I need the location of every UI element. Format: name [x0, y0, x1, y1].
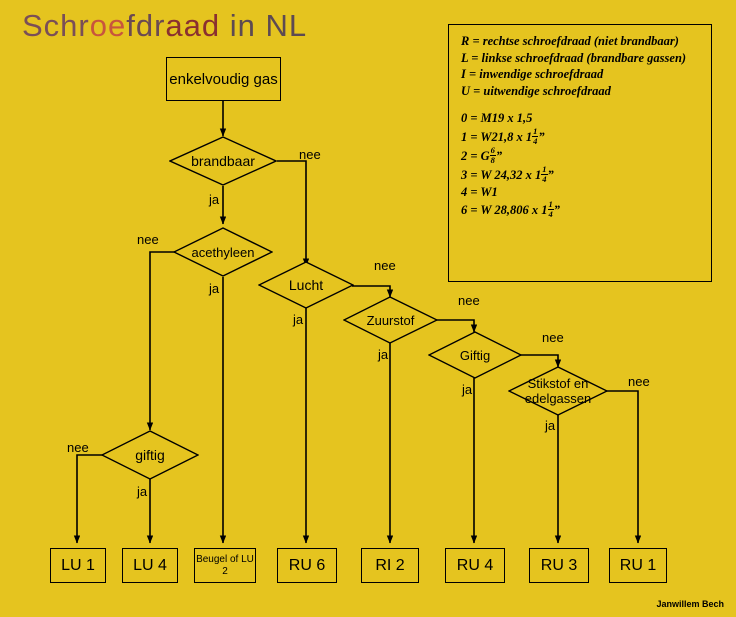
legend-code-3-suffix: ”: [547, 167, 554, 182]
edge-label-brandbaar-ja: ja: [209, 192, 220, 207]
legend-code-6-suffix: ”: [553, 203, 561, 218]
edge-label-brandbaar-nee: nee: [299, 147, 321, 162]
legend-code-3-num: 1: [542, 163, 547, 174]
edge-label-giftig-lower-nee: nee: [67, 440, 89, 455]
node-giftig-upper-label: Giftig: [459, 347, 491, 363]
legend-code-4-key: 4: [461, 184, 468, 199]
terminal-ru6-label: RU 6: [288, 557, 326, 574]
edge-label-zuurstof-ja: ja: [378, 347, 389, 362]
title-part-4: aad: [165, 8, 221, 43]
terminal-ru3[interactable]: [529, 548, 589, 583]
legend-line-i: I = inwendige schroefdraad: [461, 67, 604, 81]
legend-code-6-text: W 28,806 x 1: [480, 203, 548, 218]
legend-code-2: 2 = G $\frac{6}{8}$ ”: [461, 144, 503, 165]
legend-code-3: 3 = W 24,32 x 1 $\frac{1}{4}$ ”: [461, 163, 554, 184]
legend-code-0: 0 = M19 x 1,5: [461, 111, 533, 125]
credit-text: Janwillem Bech: [656, 599, 724, 609]
edge-label-acethyleen-nee: nee: [137, 232, 159, 247]
legend-code-2-suffix: ”: [495, 148, 503, 163]
terminal-lu4-label: LU 4: [133, 557, 167, 574]
edge-label-giftig-upper-ja: ja: [462, 382, 473, 397]
edge-label-lucht-nee: nee: [374, 258, 396, 273]
legend-line-r: R = rechtse schroefdraad (niet brandbaar): [461, 34, 679, 48]
legend-code-6-num: 1: [548, 199, 553, 209]
legend-code-2-key: 2: [461, 148, 468, 163]
edge-label-lucht-ja: ja: [293, 312, 304, 327]
edge-label-acethyleen-ja: ja: [209, 281, 220, 296]
title-part-3: fdr: [126, 8, 166, 43]
node-start[interactable]: [166, 57, 281, 101]
node-stikstof-edelgassen[interactable]: [508, 366, 608, 416]
legend-code-3-den: 4: [542, 173, 547, 184]
terminal-ri2[interactable]: [361, 548, 419, 583]
node-giftig-lower[interactable]: [101, 430, 199, 480]
legend-code-1-num: 1: [533, 125, 538, 136]
legend-code-4-text: W1: [480, 184, 498, 199]
legend-code-6-key: 6: [461, 203, 468, 218]
terminal-ru4-label: RU 4: [456, 557, 494, 574]
node-lucht-label: Lucht: [288, 276, 324, 293]
legend-spacer: [461, 99, 701, 110]
node-lucht[interactable]: [258, 261, 354, 309]
node-brandbaar[interactable]: [169, 136, 277, 186]
terminal-ru4[interactable]: [445, 548, 505, 583]
legend-code-1-suffix: ”: [538, 129, 545, 144]
title-part-5: in NL: [220, 8, 308, 43]
legend-code-6: 6 = W 28,806 x 1 $\frac{1}{4}$ ”: [461, 199, 561, 219]
legend-code-1: 1 = W21,8 x 1 $\frac{1}{4}$ ”: [461, 125, 545, 146]
page-title: [22, 8, 307, 44]
edge-label-giftig-lower-ja: ja: [137, 484, 148, 499]
terminal-beugel[interactable]: [194, 548, 256, 583]
terminal-ri2-label: RI 2: [375, 557, 405, 574]
edge-label-giftig-upper-nee: nee: [542, 330, 564, 345]
node-acethyleen-label: acethyleen: [191, 244, 255, 260]
terminal-ru3-label: RU 3: [540, 557, 578, 574]
node-giftig-lower-label: giftig: [135, 446, 165, 463]
legend-code-2-num: 6: [490, 144, 495, 155]
terminal-ru1-label: RU 1: [619, 557, 657, 574]
terminal-lu1-label: LU 1: [61, 557, 95, 574]
terminal-ru1[interactable]: [609, 548, 667, 583]
terminal-lu1[interactable]: [50, 548, 106, 583]
edge-label-stikstof-ja: ja: [545, 418, 556, 433]
legend-code-4: 4 = W1: [461, 184, 498, 199]
legend-code-3-text: W 24,32 x 1: [480, 167, 542, 182]
legend-code-0-text: M19 x 1,5: [480, 111, 533, 125]
terminal-beugel-label: Beugel of LU 2: [196, 553, 254, 577]
terminal-ru6[interactable]: [277, 548, 337, 583]
node-brandbaar-label: brandbaar: [191, 152, 255, 169]
node-start-label: enkelvoudig gas: [169, 70, 278, 88]
legend-code-1-text: W21,8 x 1: [480, 129, 533, 144]
terminal-lu4[interactable]: [122, 548, 178, 583]
legend-code-2-den: 8: [490, 154, 495, 165]
edge-label-stikstof-nee: nee: [628, 374, 650, 389]
legend-line-u: U = uitwendige schroefdraad: [461, 83, 611, 98]
legend-code-1-key: 1: [461, 129, 468, 144]
node-zuurstof-label: Zuurstof: [366, 312, 415, 328]
edge-label-zuurstof-nee: nee: [458, 293, 480, 308]
title-part-1: Schr: [22, 8, 90, 43]
node-stikstof-edelgassen-label: Stikstof en edelgassen: [524, 376, 592, 406]
legend-panel: [448, 24, 712, 282]
legend-code-3-key: 3: [461, 167, 468, 182]
legend-code-6-den: 4: [548, 209, 553, 219]
legend-code-1-den: 4: [533, 135, 538, 146]
title-part-2: oe: [89, 8, 127, 43]
legend-code-0-key: 0: [461, 111, 468, 125]
legend-line-l: L = linkse schroefdraad (brandbare gassen): [461, 50, 687, 65]
node-zuurstof[interactable]: [343, 296, 438, 344]
legend-code-2-text: G: [480, 148, 490, 163]
